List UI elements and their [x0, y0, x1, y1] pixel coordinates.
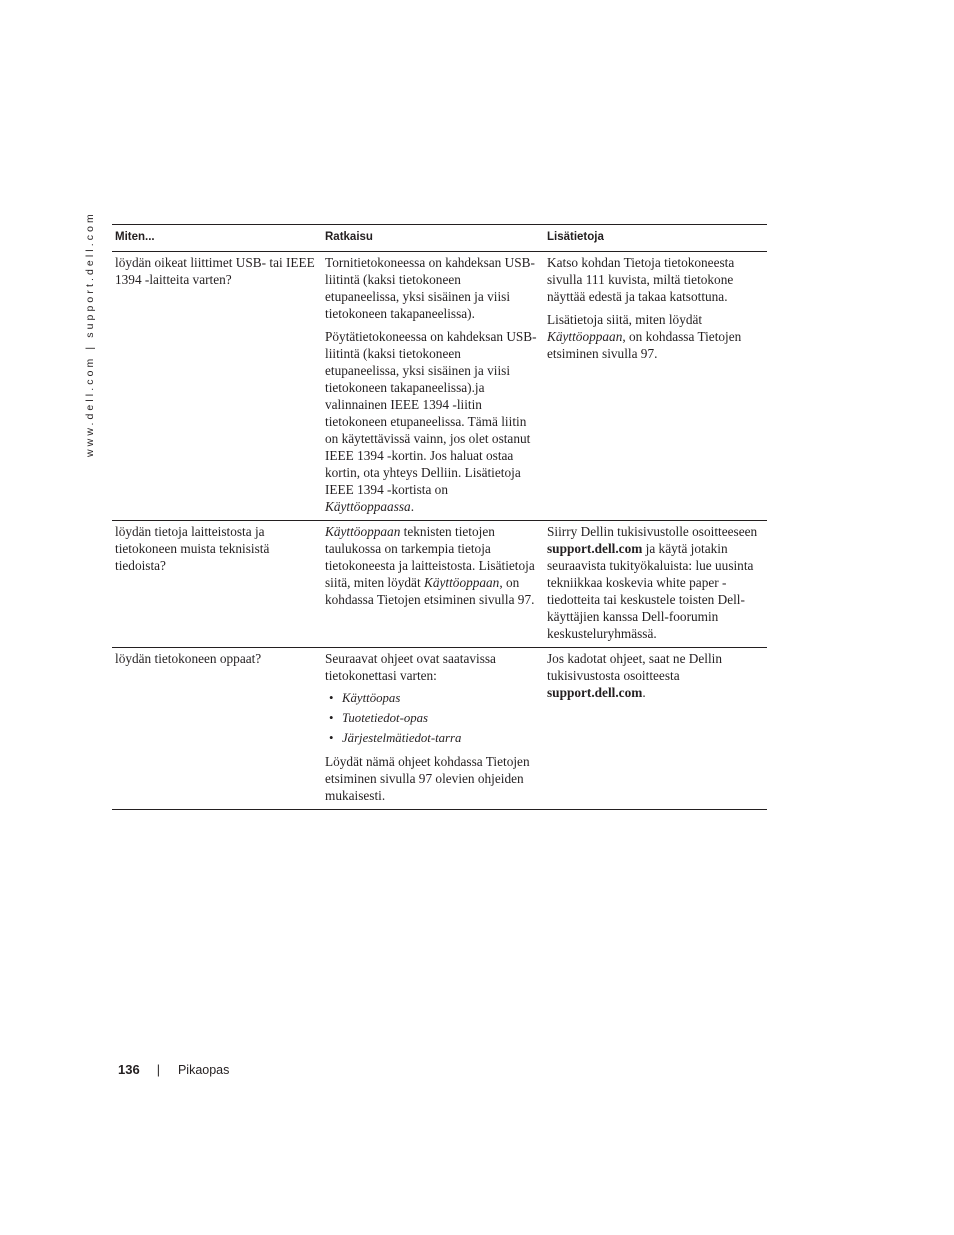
info-paragraph: Katso kohdan Tietoja tietokoneesta sivulla 111 kuvista, miltä tietokone näyttää edestä ja takaa katsottuna.	[547, 255, 735, 304]
bullet-icon: •	[329, 731, 334, 745]
manual-reference: Käyttöoppaan	[547, 329, 623, 344]
table-header-row	[112, 225, 767, 252]
info-cell	[544, 648, 767, 810]
info-text: Jos kadotat ohjeet, saat ne Dellin tukisivustosta osoitteesta	[547, 651, 723, 683]
info-table	[112, 224, 767, 810]
solution-paragraph: Löydät nämä ohjeet kohdassa Tietojen etsiminen sivulla 97 olevien ohjeiden mukaisesti.	[325, 754, 530, 803]
solution-text-end: .	[410, 499, 415, 514]
list-item	[329, 710, 538, 727]
bullet-icon: •	[329, 691, 334, 705]
solution-text: teknisten tietojen taulukossa on tarkempia tietoja tietokoneesta ja laitteistosta. Lisätietoja siitä, miten löydät	[325, 524, 535, 590]
solution-paragraph	[325, 328, 538, 515]
bullet-icon: •	[329, 711, 334, 725]
solution-text: , on kohdassa Tietojen etsiminen sivulla 97.	[325, 575, 535, 607]
document-name: Järjestelmätiedot-tarra	[342, 731, 462, 745]
table-row	[112, 252, 767, 521]
solution-cell	[322, 521, 544, 648]
info-text: ja käytä jotakin seuraavista tukityökaluista: lue uusinta tekniikkaa koskevia white paper -tiedotteita tai keskustele toisten Dell-käyttäjien kanssa Dell-foorumin keskusteluryhmässä.	[547, 541, 754, 641]
manual-reference: Käyttöoppaassa	[325, 499, 411, 514]
support-link[interactable]: support.dell.com	[547, 685, 643, 700]
table-row	[112, 648, 767, 810]
info-text: , on kohdassa Tietojen etsiminen sivulla 97.	[547, 329, 742, 361]
list-item	[329, 730, 538, 747]
info-cell	[544, 521, 767, 648]
solution-paragraph	[325, 523, 538, 608]
info-text: Lisätietoja siitä, miten löydät	[547, 312, 703, 327]
document-name: Tuotetiedot-opas	[342, 711, 429, 725]
question-cell	[112, 648, 322, 810]
header-lisatietoja: Lisätietoja	[547, 231, 604, 243]
question-text: löydän oikeat liittimet USB- tai IEEE 1394 -laitteita varten?	[115, 255, 315, 287]
manual-reference: Käyttöoppaan	[423, 575, 500, 590]
info-paragraph	[547, 311, 761, 362]
solution-text: Pöytätietokoneessa on kahdeksan USB-liitintä (kaksi tietokoneen etupaneelissa, yksi sisäinen ja viisi tietokoneen takapaneelissa).ja valinnainen IEEE 1394 -liitin tietokoneen etupaneelissa. Tämä liitin on käytettävissä vainn, jos olet ostanut IEEE 1394 -kortin. Jos haluat ostaa kortin, ota yhteys Delliin. Lisätietoja IEEE 1394 -kortista on	[325, 329, 537, 497]
header-miten: Miten...	[115, 231, 155, 243]
manual-reference: Käyttöoppaan	[325, 524, 401, 539]
footer-title: Pikaopas	[177, 1063, 230, 1077]
info-paragraph	[547, 523, 761, 642]
info-text: .	[642, 685, 646, 700]
document-name: Käyttöopas	[342, 691, 401, 705]
question-cell	[112, 521, 322, 648]
solution-paragraph: Tornitietokoneessa on kahdeksan USB-liitintä (kaksi tietokoneen etupaneelissa, yksi sisäinen ja viisi tietokoneen takapaneelissa).	[325, 255, 535, 321]
solution-cell	[322, 252, 544, 521]
footer-separator: |	[156, 1063, 160, 1077]
question-text: löydän tietoja laitteistosta ja tietokoneen muista teknisistä tiedoista?	[115, 524, 270, 573]
document-list	[325, 690, 538, 747]
info-cell	[544, 252, 767, 521]
question-cell	[112, 252, 322, 521]
page-number: 136	[118, 1062, 140, 1077]
info-text: Siirry Dellin tukisivustolle osoitteeseen	[547, 524, 758, 539]
list-item	[329, 690, 538, 707]
page-footer	[118, 1062, 229, 1077]
support-link[interactable]: support.dell.com	[547, 541, 643, 556]
solution-cell	[322, 648, 544, 810]
side-url-text: www.dell.com | support.dell.com	[84, 211, 96, 457]
header-ratkaisu: Ratkaisu	[325, 231, 373, 243]
info-paragraph	[547, 650, 761, 701]
table-row	[112, 521, 767, 648]
solution-paragraph: Seuraavat ohjeet ovat saatavissa tietokonettasi varten:	[325, 651, 496, 683]
question-text: löydän tietokoneen oppaat?	[115, 651, 262, 666]
